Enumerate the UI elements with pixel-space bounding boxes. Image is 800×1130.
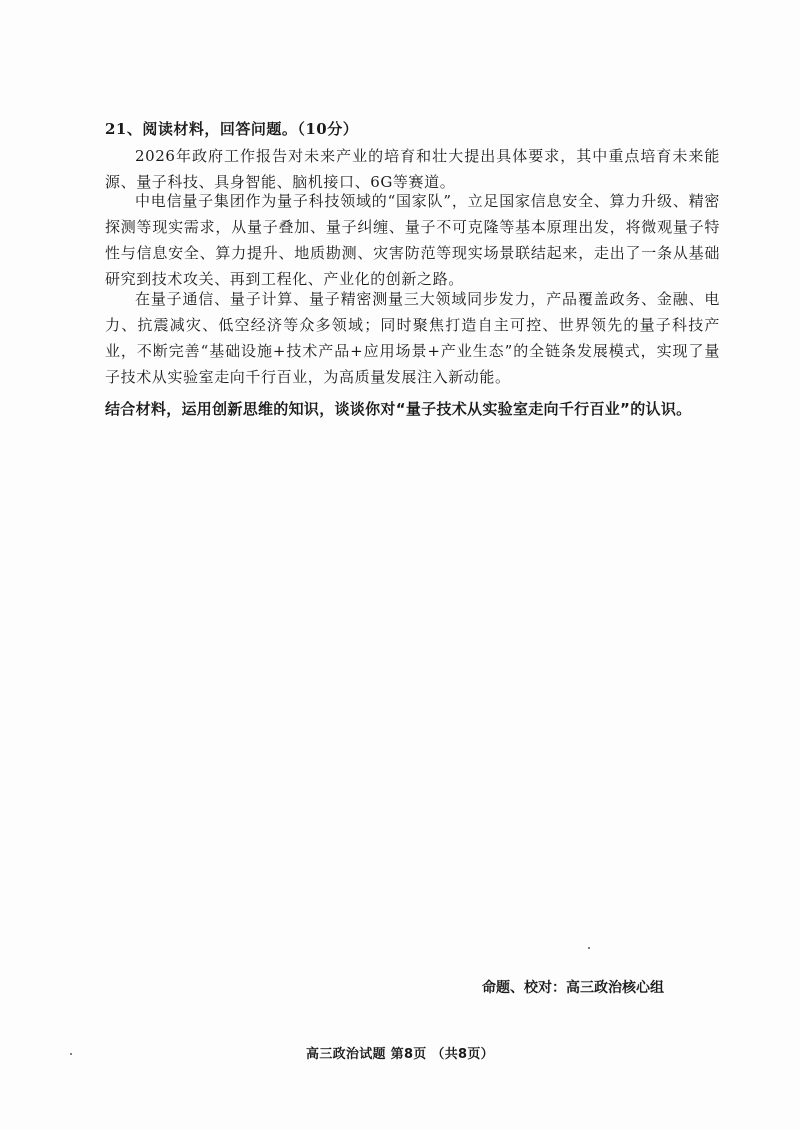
material-paragraph-1: 2026年政府工作报告对未来产业的培育和壮大提出具体要求，其中重点培育未来能源、量子科技、具身智能、脑机接口、6G等赛道。 [105,147,720,191]
material-paragraph-3: 在量子通信、量子计算、量子精密测量三大领域同步发力，产品覆盖政务、金融、电力、抗震减灾、低空经济等众多领域；同时聚焦打造自主可控、世界领先的量子科技产业，不断完善“基础设施+技术产品+应用场景+产业生态”的全链条发展模式，实现了量子技术从实验室走向千行百业，为高质量发展注入新动能。 [105,290,720,386]
page-footer: 高三政治试题 第8页 （共8页） [306,1047,494,1062]
scan-speck [588,947,590,949]
author-credit: 命题、校对：高三政治核心组 [482,980,664,996]
material-paragraph-2: 中电信量子集团作为量子科技领域的“国家队”，立足国家信息安全、算力升级、精密探测等现实需求，从量子叠加、量子纠缠、量子不可克隆等基本原理出发，将微观量子特性与信息安全、算力提升、地质勘测、灾害防范等现实场景联结起来，走出了一条从基础研究到技术攻关、再到工程化、产业化的创新之路。 [105,192,720,288]
question-title: 21、阅读材料，回答问题。（10分） [105,120,359,138]
question-prompt: 结合材料，运用创新思维的知识，谈谈你对“量子技术从实验室走向千行百业”的认识。 [105,400,692,418]
